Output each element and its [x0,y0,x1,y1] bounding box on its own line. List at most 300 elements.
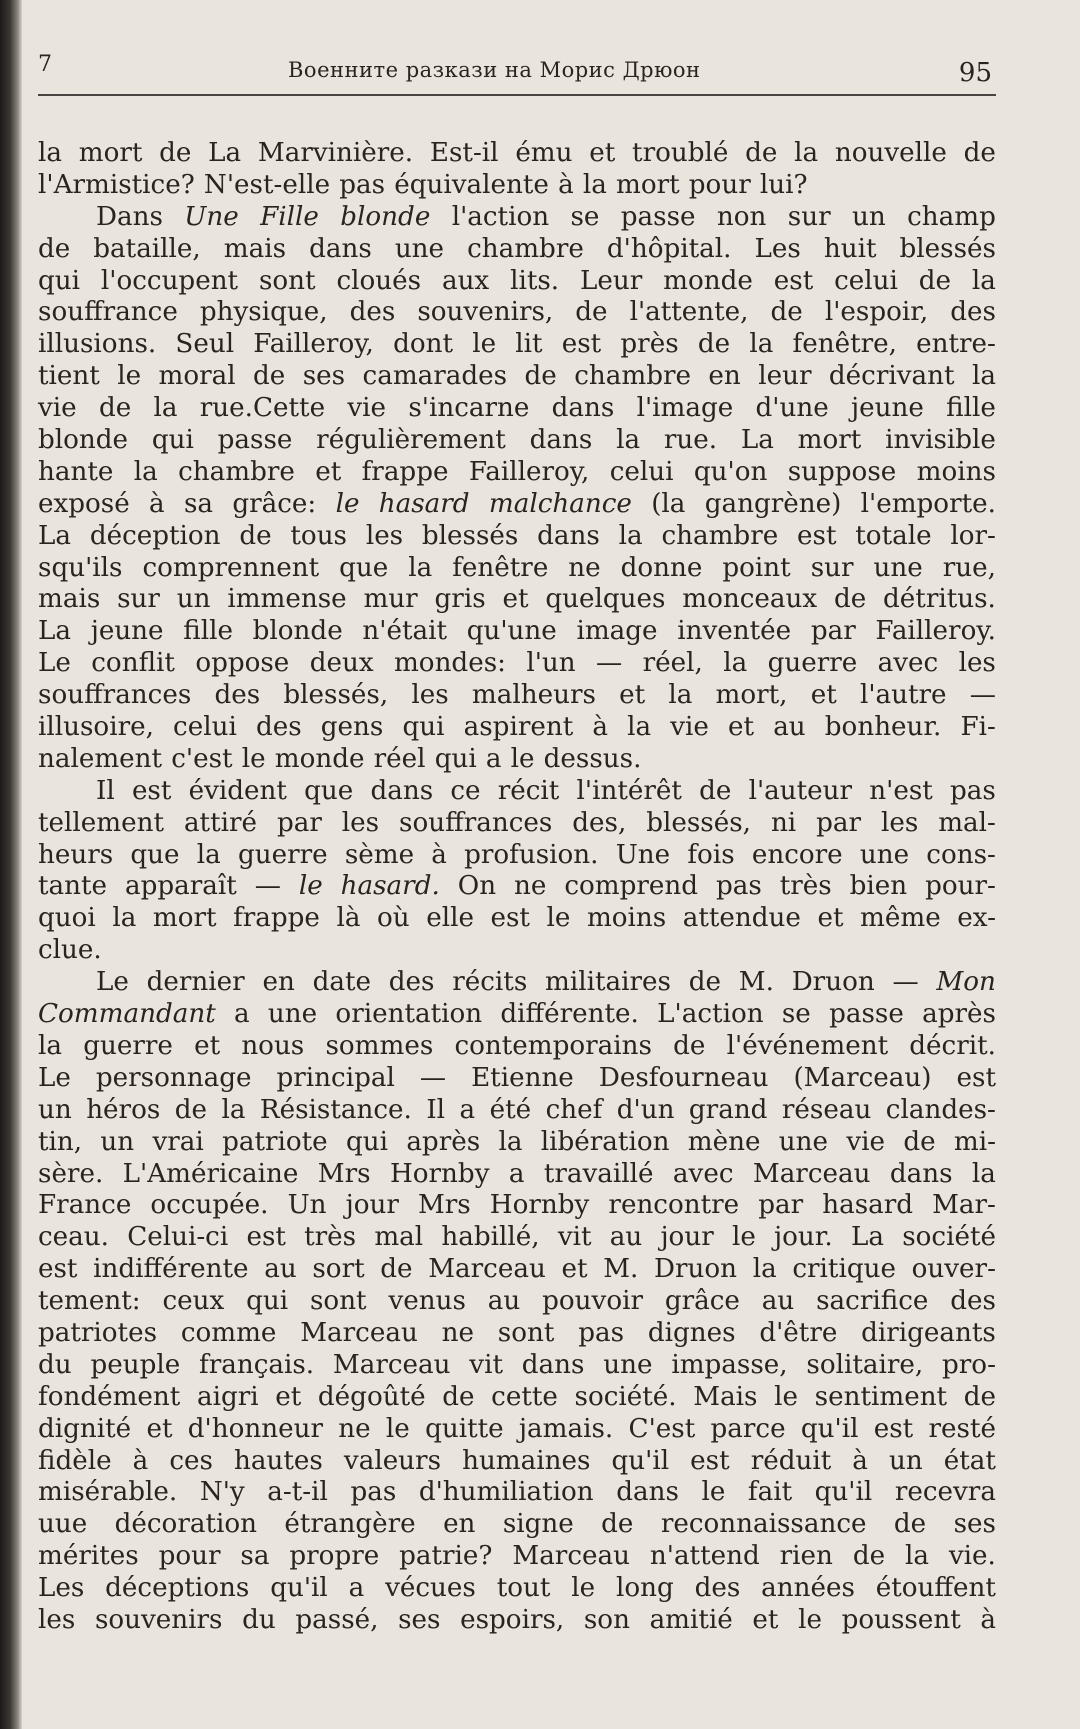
word: la [971,361,996,392]
word: signe [502,1509,574,1540]
word: dégoûté [317,1381,426,1412]
word: réseau [781,1094,872,1125]
word: années [761,1573,855,1604]
text-line [38,425,996,457]
text-line [38,170,996,202]
word: point [722,552,791,583]
word: et [275,1381,302,1412]
signature-mark: 7 [38,52,52,77]
word: militaires [545,967,671,998]
word: la [618,520,643,551]
word: des, [572,807,627,838]
word: réduit [750,1445,832,1476]
word: Un [287,1190,327,1221]
word: a [234,999,250,1030]
word: lor- [950,520,996,551]
word: poussent [841,1604,961,1635]
word: mort [152,903,217,934]
word: de [963,1381,996,1412]
word: de [380,1254,413,1285]
word: sur [787,201,831,232]
word: inventée [677,616,792,647]
word: mort [616,169,680,200]
word: de [697,329,731,360]
word: tin, [38,1126,83,1157]
word: patrie? [399,1541,493,1572]
word: de [98,393,132,424]
word: la [752,1254,777,1285]
text-line [38,616,996,648]
word: le [774,1381,799,1412]
word: qui [434,743,477,774]
word: très [779,871,832,902]
word: parce [710,1413,786,1444]
word: squ'ils [38,552,123,583]
word: amitié [649,1604,733,1635]
word: physique, [199,297,328,328]
word: qui [151,425,194,456]
word: d'être [759,1317,838,1348]
word: des [950,297,996,328]
word: décoration [114,1509,257,1540]
word: les [38,1604,76,1635]
word: souvenirs, [417,297,554,328]
word: à [852,1445,868,1476]
word: passe [217,425,293,456]
word: dans [529,425,593,456]
word: Failleroy. [875,616,996,647]
word: celui [834,265,898,296]
word: peuple [90,1349,181,1380]
word: monde [663,265,753,296]
word: indifférente [93,1254,249,1285]
word: L'action [657,999,764,1030]
word: chambre [661,520,779,551]
text-line [38,871,996,903]
word: (la [651,488,686,519]
word: récits [452,967,528,998]
word: où [377,903,410,934]
word: le [472,329,497,360]
word: qu'on [693,456,768,487]
word: sommes [325,1030,434,1061]
word: qui [246,1286,289,1317]
word: de [673,1030,706,1061]
word: tement: [38,1286,141,1317]
word: déception [89,520,221,551]
word: clandes- [885,1094,996,1125]
word: mort, [715,680,788,711]
word: resté [928,1413,996,1444]
word: guerre [767,648,858,679]
word: le [510,743,535,774]
word: guerre [83,1030,173,1061]
word: est [246,1222,286,1253]
word: étouffent [875,1573,996,1604]
word: valeurs [343,1445,442,1476]
word: n'était [362,616,447,647]
word: dernier [146,967,245,998]
word: l'autre [859,680,947,711]
word: société. [574,1381,677,1412]
word: fille [183,616,233,647]
word: fenêtre [452,552,549,583]
word: malheurs [471,680,596,711]
word: récit [497,775,560,806]
word: critique [792,1254,896,1285]
text-line [38,1573,996,1605]
word: la [112,903,137,934]
word: tous [290,520,348,551]
word: de [918,265,952,296]
word: C'est [628,1413,696,1444]
word: des [214,680,261,711]
text-line [38,457,996,489]
word: tout [496,1573,551,1604]
word: illusoire, [38,712,154,743]
word: de [963,138,996,168]
word: camarades [362,361,508,392]
word: après [406,1126,481,1157]
word: et [589,138,616,168]
word: chambre [467,233,584,264]
word: un [852,201,886,232]
word: rue. [663,425,718,456]
word: et [810,680,837,711]
word: solitaire, [806,1349,924,1380]
word: très [304,1222,357,1253]
word: rien [779,1541,833,1572]
word: jamais. [518,1413,614,1444]
word: et [146,1413,173,1444]
word: de [903,1126,936,1157]
word: au [609,1222,643,1253]
word: profusion. [464,839,599,870]
word: avec [877,648,939,679]
word: contemporains [454,1030,652,1061]
word: est [797,520,837,551]
word: aspirent [463,712,574,743]
word: sère. [38,1158,104,1189]
text-line [38,648,996,680]
word: qui [345,1126,388,1157]
text-line [38,935,996,967]
word: une [859,839,910,870]
word: ouver- [911,1254,996,1285]
word: avec [672,1158,734,1189]
word: que [339,552,389,583]
word: la [794,138,819,168]
word: Mrs [417,1190,471,1221]
word: Hornby [489,1190,590,1221]
word: d'hôpital. [606,233,732,264]
word: chambre [178,456,295,487]
word: France [38,1190,132,1221]
text-line [38,1127,996,1159]
word: du [242,1604,276,1635]
word: équivalente [394,169,549,200]
word: grâce [664,1286,740,1317]
word: l'occupent [100,265,239,296]
word: régulièrement [316,425,506,456]
word: — [596,648,623,679]
text-line [38,1095,996,1127]
word: mais [223,233,287,264]
word: blessés [421,520,519,551]
word: les [411,680,449,711]
word: humaines [462,1445,591,1476]
word: après [922,999,996,1030]
word: libération [540,1126,670,1157]
word: est [38,1254,78,1285]
word: donne [620,552,703,583]
word: vie [670,712,709,743]
word: de [442,1381,475,1412]
word: oppose [195,648,290,679]
word: ce [450,775,481,806]
word: de [852,1541,886,1572]
word: long [615,1573,674,1604]
word: quitte [425,1413,504,1444]
word: Failleroy, [253,329,374,360]
word: Fi- [960,712,996,743]
word: l'image [636,393,734,424]
word: fois [687,839,735,870]
word: le [241,743,266,774]
word: déceptions [105,1573,250,1604]
word: et [752,1604,779,1635]
word: jeune [90,616,164,647]
word: nalement [38,743,163,774]
word: Le [96,967,129,998]
word: le [385,1413,410,1444]
word: pour [158,1541,221,1572]
text-line [38,1382,996,1414]
word: tante [38,871,108,902]
word: des [388,967,435,998]
word: rue, [942,552,996,583]
word: — [892,967,919,998]
word: Le [38,648,71,679]
word: en [708,361,741,392]
word: vie [347,393,387,424]
word: à [980,1604,996,1635]
text-line [38,776,996,808]
italic-word: Mon [936,967,996,998]
word: pas [339,169,386,200]
word: un [100,1126,135,1157]
word: passe [620,201,696,232]
word: souffrances [399,807,553,838]
word: sont [497,1317,555,1348]
word: Mrs [317,1158,371,1189]
word: deux [309,648,374,679]
word: moral [158,361,236,392]
word: à [592,712,608,743]
word: Druon [791,967,875,998]
word: mal [374,1222,424,1253]
word: vie [38,393,77,424]
text-line [38,1254,996,1286]
word: un [888,1445,923,1476]
word: n'est [869,775,933,806]
word: décrit. [909,1030,996,1061]
word: ne [441,1317,474,1348]
word: dans [370,775,434,806]
word: cons- [926,839,996,870]
word: dans [616,1477,679,1508]
word: M. [738,967,774,998]
word: la [616,425,641,456]
word: Le [38,1062,71,1093]
word: au [761,1286,795,1317]
word: quelques [545,584,666,615]
word: suppose [787,456,897,487]
word: ex- [957,903,996,934]
word: français. [199,1349,315,1380]
word: nous [241,1030,305,1061]
word: hautes [234,1445,323,1476]
word: de [699,775,732,806]
word: sont [258,265,316,296]
word: occupée. [150,1190,269,1221]
word: quoi [38,903,96,934]
word: apparaît [124,871,237,902]
word: troublé [632,138,729,168]
word: exposé [38,488,130,519]
word: impasse, [671,1349,788,1380]
word: une [394,233,445,264]
word: est [131,775,172,806]
word: attendue [682,903,801,934]
word: la [971,265,996,296]
word: n'attend [649,1541,760,1572]
word: dans [551,393,615,424]
word: qui [38,265,81,296]
word: blessés, [283,680,389,711]
word: champ [907,201,996,232]
word: se [570,201,600,232]
word: dans [521,1349,585,1380]
italic-word: blonde [340,201,431,232]
word: le [701,1477,726,1508]
word: détritus. [883,584,996,615]
word: au [264,1254,297,1285]
page-number: 95 [958,58,992,88]
word: La [38,520,72,551]
word: et [194,1030,221,1061]
text-line [38,138,996,170]
word: d'une [755,393,829,424]
word: reconnaissance [660,1509,867,1540]
word: Marceau [300,1317,418,1348]
text-line [38,1190,996,1222]
word: l'intérêt [576,775,682,806]
word: la [723,648,748,679]
word: monceaux [682,584,818,615]
word: a [348,1573,365,1604]
word: les [880,807,919,838]
word: la [627,712,652,743]
word: moins [586,903,667,934]
word: une [267,999,318,1030]
word: pour- [925,871,996,902]
word: est [561,329,602,360]
text-line [38,202,996,234]
word: Celui-ci [127,1222,229,1253]
word: la [133,456,158,487]
word: sont [309,1286,367,1317]
text-line [38,1414,996,1446]
word: réel [373,743,426,774]
word: tient [38,361,100,392]
word: à [431,839,447,870]
word: l'événement [726,1030,889,1061]
word: sa [183,488,214,519]
word: L'Américaine [122,1158,299,1189]
word: s'incarne [408,393,530,424]
word: d'humiliation [418,1477,594,1508]
word: pas [350,1477,397,1508]
italic-word: Fille [260,201,319,232]
word: pas [950,775,996,806]
word: fenêtre, [792,329,897,360]
word: Desfourneau [598,1062,769,1093]
word: passé, [295,1604,379,1635]
word: souffrances [38,680,192,711]
word: a-t-il [267,1477,328,1508]
text-line [38,1350,996,1382]
word: et [315,456,342,487]
word: personnage [95,1062,252,1093]
text-line [38,1477,996,1509]
word: ceux [162,1286,225,1317]
word: que [304,775,354,806]
word: sur [117,584,160,615]
word: ne [568,552,601,583]
word: mondes: [393,648,506,679]
word: lits. [510,265,560,296]
word: au [487,1286,521,1317]
word: comprend [564,871,698,902]
word: recevra [894,1477,996,1508]
word: l'attente, [629,297,749,328]
word: frappe [233,903,320,934]
word: à [132,1445,149,1476]
italic-word: le [335,488,360,519]
word: que [130,839,180,870]
word: son [583,1604,630,1635]
word: par [816,807,862,838]
body-text [38,138,996,1637]
word: comprennent [142,552,320,583]
word: mène [687,1126,761,1157]
text-line [38,329,996,361]
word: aux [441,265,490,296]
word: Marceau [332,1349,451,1380]
text-line [38,808,996,840]
word: ni [770,807,797,838]
word: chambre [574,361,691,392]
word: Marceau [752,1158,871,1189]
text-line [38,266,996,298]
word: qui [402,712,445,743]
word: en [262,967,295,998]
word: un [38,1094,72,1125]
word: la [408,552,433,583]
word: mort [78,138,143,168]
word: une [603,1349,653,1380]
